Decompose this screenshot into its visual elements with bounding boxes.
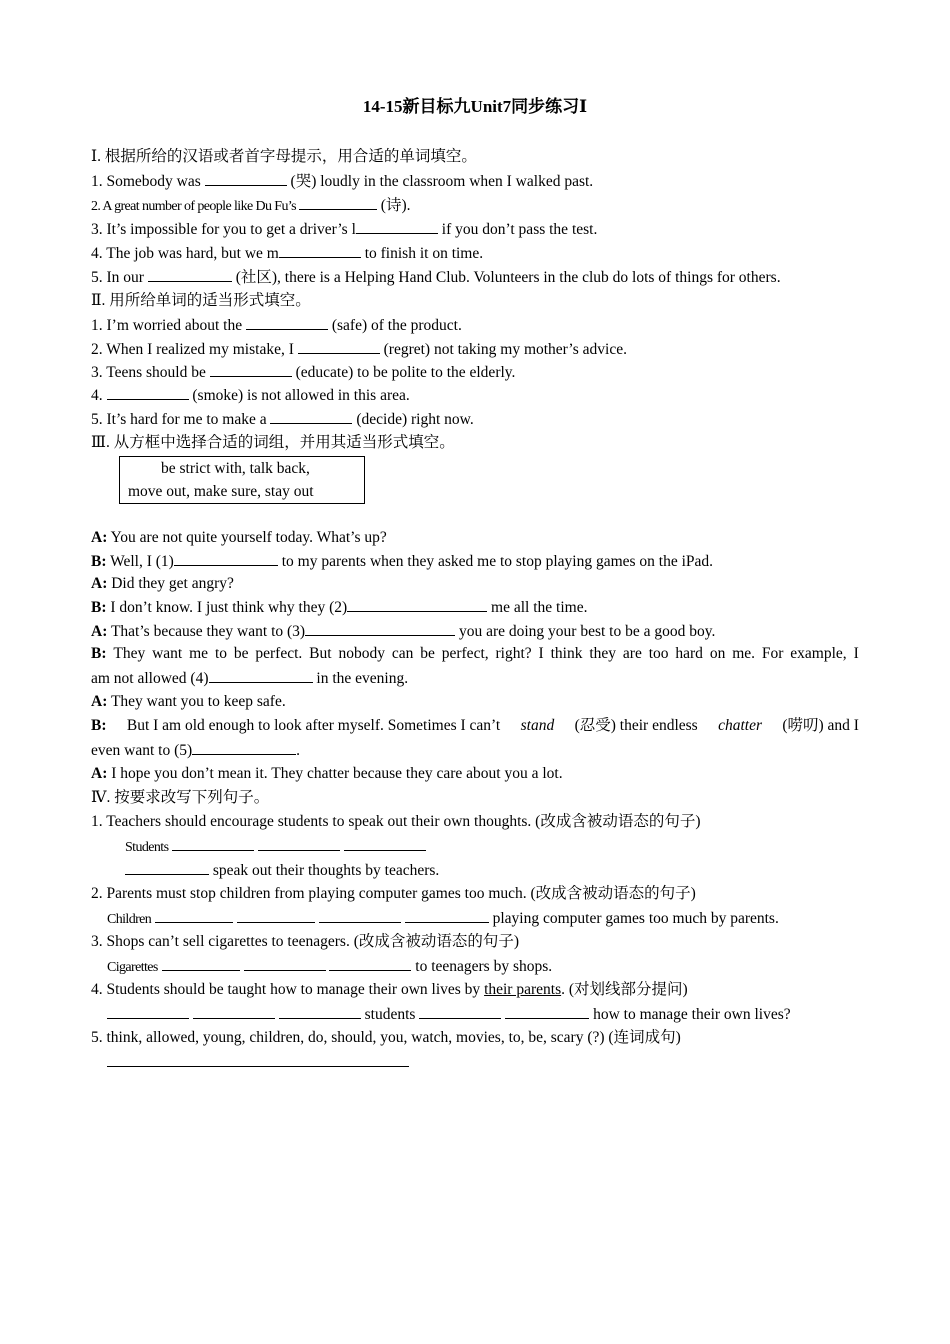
s4-question-5: 5. think, allowed, young, children, do, should, you, watch, movies, to, be, scary (?) (连词成句) <box>91 1029 681 1046</box>
section-3-heading: Ⅲ. 从方框中选择合适的词组，并用其适当形式填空。 <box>91 434 455 451</box>
phrase-box-line-1: be strict with, talk back, <box>161 460 310 477</box>
answer-blank[interactable] <box>329 956 411 971</box>
dialogue-word: are <box>622 645 642 662</box>
answer-blank[interactable] <box>356 219 438 234</box>
answer-blank[interactable] <box>279 1004 361 1019</box>
dialogue-text: (忍受) their endless <box>574 717 698 734</box>
dialogue-line <box>91 716 859 736</box>
speaker-label: B: <box>91 717 107 734</box>
dialogue-line: A: I hope you don’t mean it. They chatter because they care about you a lot. <box>91 765 563 782</box>
answer-blank[interactable] <box>319 908 401 923</box>
dialogue-word: They <box>113 645 146 662</box>
answer-blank[interactable] <box>210 362 292 377</box>
s1-question-1: 1. Somebody was (哭) loudly in the classroom when I walked past. <box>91 173 594 190</box>
phrase-box <box>119 456 365 504</box>
dialogue-word: too <box>648 645 669 662</box>
s4-answer-2: Children playing computer games too much by parents. <box>107 910 779 927</box>
section-1-heading: Ⅰ. 根据所给的汉语或者首字母提示，用合适的单词填空。 <box>91 148 477 165</box>
answer-blank[interactable] <box>347 597 487 612</box>
dialogue-word: to <box>214 645 227 662</box>
s2-question-3: 3. Teens should be (educate) to be polite to the elderly. <box>91 364 516 381</box>
s1-question-5: 5. In our (社区), there is a Helping Hand Club. Volunteers in the club do lots of things for others. <box>91 269 781 286</box>
dialogue-word: me <box>189 645 209 662</box>
answer-blank[interactable] <box>258 836 340 851</box>
dialogue-word: me. <box>732 645 755 662</box>
dialogue-word: I <box>853 645 859 662</box>
answer-blank[interactable] <box>155 908 233 923</box>
s4-question-1: 1. Teachers should encourage students to speak out their own thoughts. (改成含被动语态的句子) <box>91 813 701 830</box>
s4-answer-1b: speak out their thoughts by teachers. <box>125 860 439 881</box>
phrase-box-line-2: move out, make sure, stay out <box>128 483 314 500</box>
s2-question-2: 2. When I realized my mistake, I (regret) not taking my mother’s advice. <box>91 341 627 358</box>
answer-blank[interactable] <box>192 740 296 755</box>
dialogue-line: A: You are not quite yourself today. What’s up? <box>91 529 387 546</box>
dialogue-line: am not allowed (4) in the evening. <box>91 670 409 687</box>
s1-question-3: 3. It’s impossible for you to get a driver’s l if you don’t pass the test. <box>91 221 598 238</box>
s1-question-2: 2. A great number of people like Du Fu’s (诗). <box>91 197 411 214</box>
dialogue-line: B: Well, I (1) to my parents when they asked me to stop playing games on the iPad. <box>91 553 714 570</box>
dialogue-word: can <box>391 645 414 662</box>
s4-answer-1a: Students <box>125 836 426 858</box>
page-title: 14-15新目标九Unit7同步练习Ⅰ <box>362 97 588 116</box>
answer-blank[interactable] <box>298 339 380 354</box>
dialogue-line: A: Did they get angry? <box>91 575 234 592</box>
dialogue-word: they <box>589 645 617 662</box>
dialogue-word: think <box>550 645 583 662</box>
s2-question-4: 4. (smoke) is not allowed in this area. <box>91 387 410 404</box>
dialogue-word: want <box>152 645 183 662</box>
answer-blank[interactable] <box>344 836 426 851</box>
dialogue-word: stand <box>520 717 555 734</box>
answer-blank[interactable] <box>270 409 352 424</box>
answer-blank[interactable] <box>305 621 455 636</box>
answer-blank[interactable] <box>505 1004 589 1019</box>
answer-blank[interactable] <box>209 668 313 683</box>
dialogue-word: on <box>709 645 726 662</box>
s4-answer-5 <box>107 1052 409 1073</box>
dialogue-word: perfect, <box>441 645 489 662</box>
dialogue-line: A: They want you to keep safe. <box>91 693 286 710</box>
answer-blank[interactable] <box>162 956 240 971</box>
answer-blank[interactable] <box>148 267 232 282</box>
section-2-heading: Ⅱ. 用所给单词的适当形式填空。 <box>91 292 311 309</box>
answer-blank[interactable] <box>205 171 287 186</box>
answer-blank[interactable] <box>244 956 326 971</box>
answer-blank[interactable] <box>193 1004 275 1019</box>
dialogue-word: But <box>309 645 332 662</box>
s4-answer-4: students how to manage their own lives? <box>107 1004 791 1025</box>
dialogue-text: (唠叨) and I <box>782 717 859 734</box>
dialogue-line <box>91 644 859 664</box>
answer-blank[interactable] <box>174 551 278 566</box>
dialogue-word: nobody <box>338 645 385 662</box>
speaker-label: B: <box>91 645 107 662</box>
answer-blank[interactable] <box>237 908 315 923</box>
answer-blank[interactable] <box>172 836 254 851</box>
s4-answer-3: Cigarettes to teenagers by shops. <box>107 958 553 975</box>
s4-question-3: 3. Shops can’t sell cigarettes to teenagers. (改成含被动语态的句子) <box>91 933 520 950</box>
answer-blank[interactable] <box>107 1052 409 1067</box>
section-4-heading: Ⅳ. 按要求改写下列句子。 <box>91 789 270 806</box>
answer-blank[interactable] <box>279 243 361 258</box>
dialogue-line: A: That’s because they want to (3) you are doing your best to be a good boy. <box>91 623 716 640</box>
s4-question-2: 2. Parents must stop children from playing computer games too much. (改成含被动语态的句子) <box>91 885 696 902</box>
dialogue-line: B: I don’t know. I just think why they (2) me all the time. <box>91 599 588 616</box>
answer-blank[interactable] <box>299 195 377 210</box>
dialogue-word: perfect. <box>255 645 303 662</box>
dialogue-word: I <box>538 645 544 662</box>
answer-blank[interactable] <box>246 315 328 330</box>
s1-question-4: 4. The job was hard, but we m to finish it on time. <box>91 245 484 262</box>
dialogue-word: For <box>761 645 784 662</box>
dialogue-word: be <box>233 645 249 662</box>
dialogue-text: But I am old enough to look after myself. Sometimes I can’t <box>126 717 501 734</box>
answer-blank[interactable] <box>405 908 489 923</box>
answer-blank[interactable] <box>419 1004 501 1019</box>
s2-question-1: 1. I’m worried about the (safe) of the product. <box>91 317 462 334</box>
dialogue-word: chatter <box>718 717 762 734</box>
answer-blank[interactable] <box>125 860 209 875</box>
dialogue-word: hard <box>675 645 703 662</box>
dialogue-word: be <box>420 645 435 662</box>
s4-question-4: 4. Students should be taught how to manage their own lives by their parents. (对划线部分提问) <box>91 981 688 998</box>
dialogue-word: right? <box>495 645 532 662</box>
answer-blank[interactable] <box>107 385 189 400</box>
dialogue-line: even want to (5) . <box>91 742 301 759</box>
answer-blank[interactable] <box>107 1004 189 1019</box>
dialogue-word: example, <box>790 645 847 662</box>
s2-question-5: 5. It’s hard for me to make a (decide) right now. <box>91 411 474 428</box>
